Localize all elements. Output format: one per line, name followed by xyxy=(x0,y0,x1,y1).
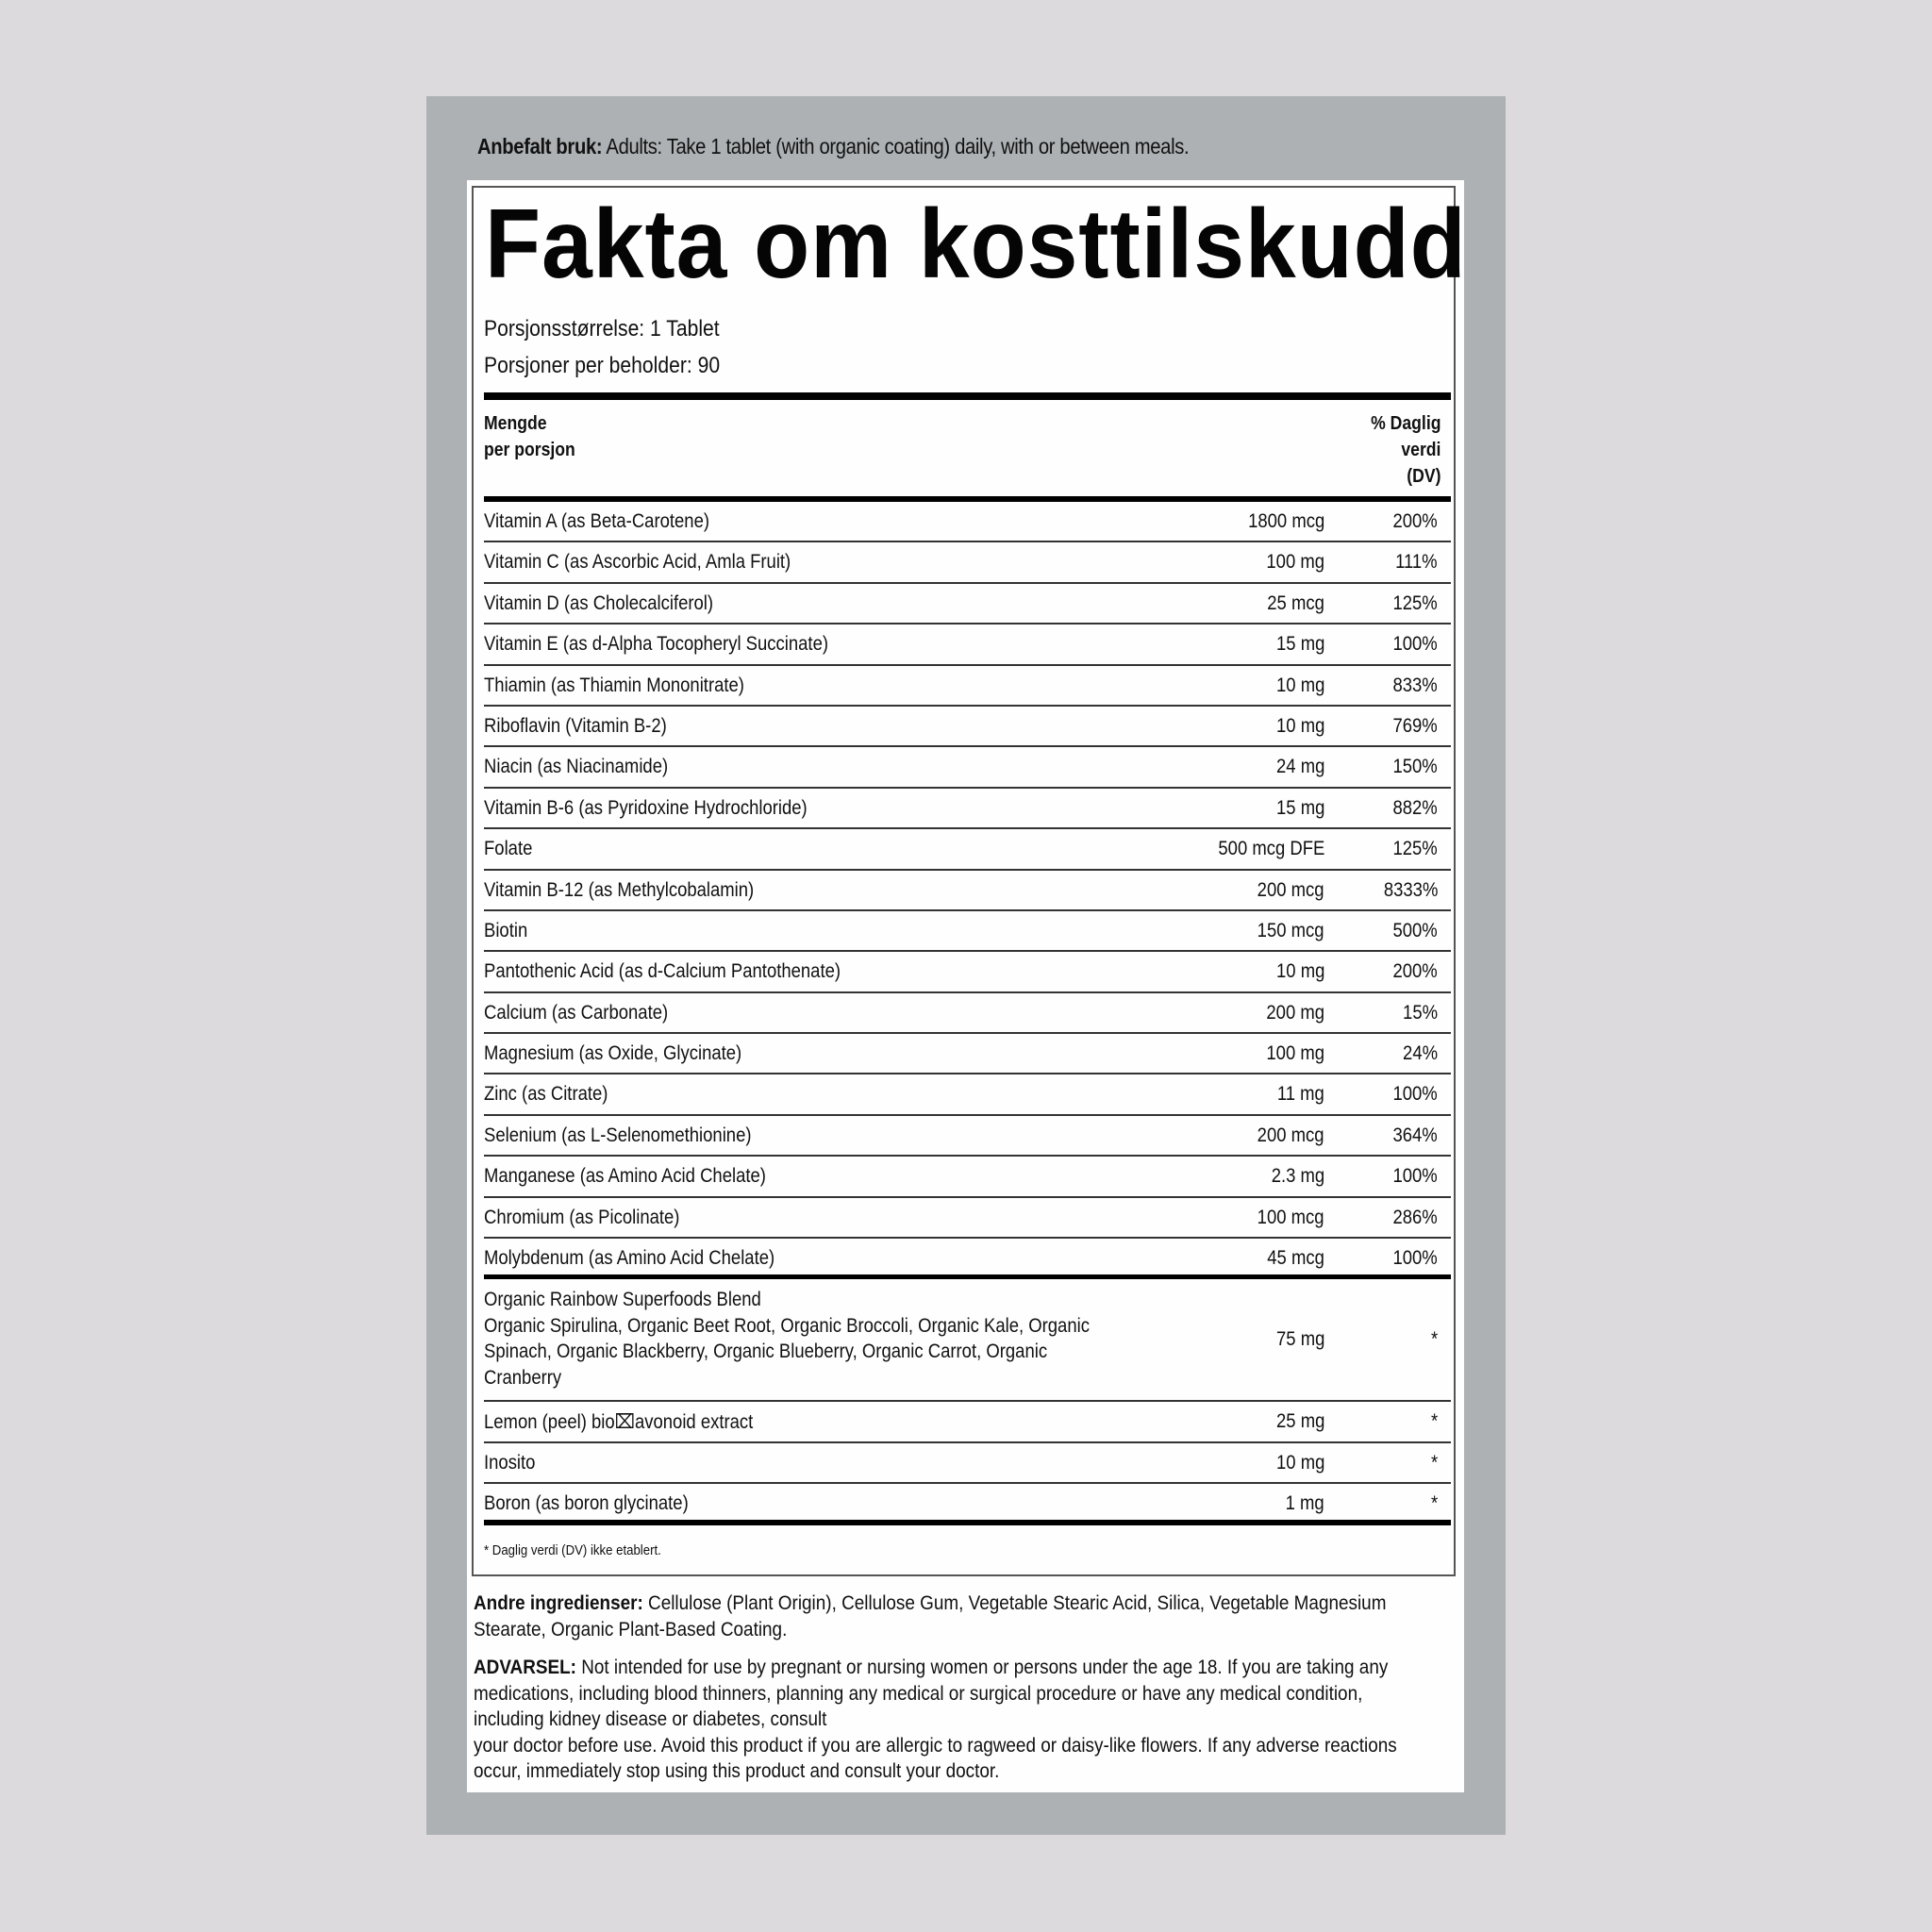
nutrient-name: Calcium (as Carbonate) xyxy=(484,1001,669,1024)
nutrient-name: Vitamin E (as d-Alpha Tocopheryl Succinate) xyxy=(484,633,829,656)
table-row xyxy=(484,1402,1451,1442)
nutrient-dv: 100% xyxy=(1392,1247,1438,1270)
table-row xyxy=(484,666,1451,707)
nutrient-amount: 11 mg xyxy=(1277,1083,1324,1106)
nutrient-amount: 1800 mcg xyxy=(1247,510,1324,532)
nutrient-amount: 500 mcg DFE xyxy=(1218,838,1324,860)
nutrient-dv: 769% xyxy=(1392,714,1438,737)
servings-per-container: Porsjoner per beholder: 90 xyxy=(484,353,721,378)
warning-text-continued: your doctor before use. Avoid this product if you are allergic to ragweed or daisy-like flowers. If any adverse reactions occur, immediately stop using this product and consult your doctor. xyxy=(474,1733,1397,1782)
nutrient-dv: 125% xyxy=(1392,591,1438,614)
blend-ingredients: Organic Spirulina, Organic Beet Root, Organic Broccoli, Organic Kale, Organic Spinach, Organic Blackberry, Organic Blueberry, Organic Carrot, Organic Cranberry xyxy=(484,1314,1090,1389)
table-row xyxy=(484,707,1451,747)
nutrient-amount: 10 mg xyxy=(1275,714,1324,737)
nutrient-name: Lemon (peel) bio⌧avonoid extract xyxy=(484,1411,754,1434)
nutrient-dv: 100% xyxy=(1392,633,1438,656)
blend-name: Organic Rainbow Superfoods Blend xyxy=(484,1289,761,1311)
table-row xyxy=(484,993,1451,1034)
nutrient-name: Magnesium (as Oxide, Glycinate) xyxy=(484,1042,742,1065)
blend-dv: * xyxy=(1430,1328,1438,1351)
nutrient-name: Zinc (as Citrate) xyxy=(484,1083,608,1106)
nutrient-dv: 200% xyxy=(1392,510,1438,532)
nutrient-name: Vitamin C (as Ascorbic Acid, Amla Fruit) xyxy=(484,551,791,574)
nutrient-table xyxy=(484,502,1451,1525)
header-text: Mengde xyxy=(484,413,547,434)
daily-value-header xyxy=(1371,410,1441,490)
nutrient-amount: 100 mg xyxy=(1266,551,1324,574)
nutrient-name: Vitamin A (as Beta-Carotene) xyxy=(484,510,710,532)
header-text: % Daglig xyxy=(1370,413,1441,434)
nutrient-name: Boron (as boron glycinate) xyxy=(484,1492,689,1515)
nutrient-name: Niacin (as Niacinamide) xyxy=(484,756,669,778)
nutrient-name: Manganese (as Amino Acid Chelate) xyxy=(484,1165,766,1188)
nutrient-name: Folate xyxy=(484,838,533,860)
table-row xyxy=(484,1074,1451,1115)
header-text: verdi xyxy=(1400,440,1441,460)
warning xyxy=(474,1655,1411,1785)
other-ingredients xyxy=(474,1591,1411,1642)
table-row xyxy=(484,625,1451,665)
table-row xyxy=(484,1198,1451,1239)
nutrient-name: Riboflavin (Vitamin B-2) xyxy=(484,714,667,737)
nutrient-name: Thiamin (as Thiamin Mononitrate) xyxy=(484,674,744,696)
nutrient-dv: 364% xyxy=(1392,1124,1438,1146)
blend-row xyxy=(484,1279,1451,1402)
nutrient-amount: 100 mg xyxy=(1266,1042,1324,1065)
nutrient-amount: 15 mg xyxy=(1275,633,1324,656)
nutrient-amount: 100 mcg xyxy=(1257,1206,1324,1228)
header-text: (DV) xyxy=(1406,466,1441,487)
nutrient-dv: 833% xyxy=(1392,674,1438,696)
table-row xyxy=(484,542,1451,583)
nutrient-dv: 200% xyxy=(1392,960,1438,983)
nutrient-amount: 10 mg xyxy=(1275,674,1324,696)
table-row xyxy=(484,1484,1451,1524)
nutrient-amount: 24 mg xyxy=(1275,756,1324,778)
amount-per-serving-header xyxy=(484,410,575,463)
nutrient-name: Vitamin B-12 (as Methylcobalamin) xyxy=(484,878,755,901)
nutrient-dv: 24% xyxy=(1403,1042,1438,1065)
other-ingredients-text: Cellulose (Plant Origin), Cellulose Gum, Vegetable Stearic Acid, Silica, Vegetable Magnesium Stearate, Organic Plant-Based Coating. xyxy=(474,1591,1387,1641)
nutrient-name: Biotin xyxy=(484,919,528,941)
thick-divider xyxy=(484,392,1451,400)
nutrient-dv: * xyxy=(1430,1492,1438,1515)
nutrient-dv: 125% xyxy=(1392,838,1438,860)
blend-description xyxy=(484,1287,1115,1391)
supplement-facts-box xyxy=(472,186,1467,1576)
nutrient-amount: 200 mcg xyxy=(1257,1124,1324,1146)
nutrient-amount: 2.3 mg xyxy=(1271,1165,1324,1188)
nutrient-name: Molybdenum (as Amino Acid Chelate) xyxy=(484,1247,775,1270)
nutrient-amount: 45 mcg xyxy=(1267,1247,1324,1270)
table-row xyxy=(484,1239,1451,1279)
nutrient-dv: 286% xyxy=(1392,1206,1438,1228)
nutrient-name: Selenium (as L-Selenomethionine) xyxy=(484,1124,752,1146)
nutrient-dv: 15% xyxy=(1403,1001,1438,1024)
nutrient-name: Vitamin B-6 (as Pyridoxine Hydrochloride) xyxy=(484,796,808,819)
nutrient-name: Chromium (as Picolinate) xyxy=(484,1206,680,1228)
nutrient-dv: 500% xyxy=(1392,919,1438,941)
nutrient-amount: 10 mg xyxy=(1275,1451,1324,1474)
nutrient-amount: 25 mg xyxy=(1275,1410,1324,1433)
nutrient-amount: 25 mcg xyxy=(1267,591,1324,614)
nutrient-name: Pantothenic Acid (as d-Calcium Pantothenate) xyxy=(484,960,841,983)
nutrient-dv: * xyxy=(1430,1410,1438,1433)
nutrient-dv: 882% xyxy=(1392,796,1438,819)
table-row xyxy=(484,952,1451,992)
table-row xyxy=(484,1116,1451,1157)
suggested-use-text: Adults: Take 1 tablet (with organic coating) daily, with or between meals. xyxy=(602,134,1190,158)
nutrient-dv: 100% xyxy=(1392,1165,1438,1188)
nutrient-name: Vitamin D (as Cholecalciferol) xyxy=(484,591,714,614)
table-row xyxy=(484,1443,1451,1484)
warning-text: Not intended for use by pregnant or nursing women or persons under the age 18. If you are taking any medications, including blood thinners, planning any medical or surgical procedure or have any medical condition, including kidney disease or diabetes, consult xyxy=(474,1656,1389,1730)
facts-title: Fakta om kosttilskudd xyxy=(485,190,1467,299)
table-row xyxy=(484,584,1451,625)
nutrient-amount: 200 mcg xyxy=(1257,878,1324,901)
nutrient-dv: * xyxy=(1430,1451,1438,1474)
nutrient-dv: 111% xyxy=(1395,551,1438,574)
table-row xyxy=(484,1034,1451,1074)
table-row xyxy=(484,871,1451,911)
nutrient-amount: 10 mg xyxy=(1275,960,1324,983)
table-row xyxy=(484,1157,1451,1197)
table-row xyxy=(484,829,1451,870)
table-row xyxy=(484,789,1451,829)
table-row xyxy=(484,502,1451,542)
serving-size: Porsjonsstørrelse: 1 Tablet xyxy=(484,316,720,341)
table-row xyxy=(484,911,1451,952)
nutrient-amount: 1 mg xyxy=(1285,1492,1324,1515)
other-ingredients-label: Andre ingredienser: xyxy=(474,1591,643,1614)
suggested-use xyxy=(477,134,1189,159)
suggested-use-label: Anbefalt bruk: xyxy=(477,134,603,158)
nutrient-amount: 15 mg xyxy=(1275,796,1324,819)
nutrient-amount: 150 mcg xyxy=(1257,919,1324,941)
dv-footnote: * Daglig verdi (DV) ikke etablert. xyxy=(484,1542,661,1558)
nutrient-name: Inosito xyxy=(484,1451,536,1474)
nutrient-dv: 100% xyxy=(1392,1083,1438,1106)
header-text: per porsjon xyxy=(484,440,575,460)
warning-label: ADVARSEL: xyxy=(474,1656,576,1678)
nutrient-dv: 150% xyxy=(1392,756,1438,778)
blend-amount: 75 mg xyxy=(1275,1328,1324,1351)
table-row xyxy=(484,747,1451,788)
nutrient-dv: 8333% xyxy=(1383,878,1438,901)
nutrient-amount: 200 mg xyxy=(1266,1001,1324,1024)
